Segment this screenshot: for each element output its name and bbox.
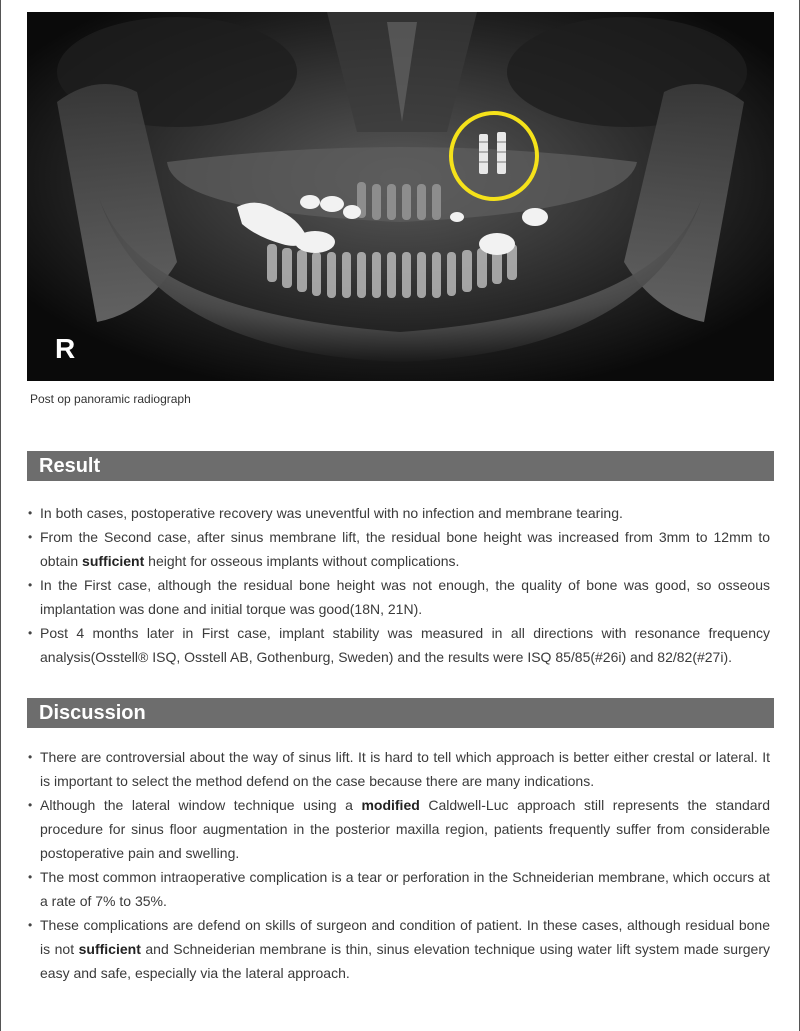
- panoramic-radiograph: [27, 12, 774, 381]
- discussion-heading: Discussion: [27, 698, 774, 728]
- side-marker: R: [55, 333, 76, 364]
- list-item: • There are controversial about the way of sinus lift. It is hard to tell which approach is better either crestal or lateral. It is important to select the method defend on the case because there are many indications.: [24, 745, 770, 793]
- list-item: • In both cases, postoperative recovery was uneventful with no infection and membrane tearing.: [24, 501, 770, 525]
- emphasis-text: sufficient: [78, 941, 141, 957]
- discussion-list: [24, 745, 770, 985]
- result-list: [24, 501, 770, 669]
- emphasis-text: sufficient: [82, 553, 145, 569]
- list-item: • These complications are defend on skills of surgeon and condition of patient. In these cases, although residual bone is not sufficient and Schneiderian membrane is thin, sinus elevation technique using water lift system made surgery easy and safe, especially via the lateral approach.: [24, 913, 770, 985]
- list-item: • Post 4 months later in First case, implant stability was measured in all directions with resonance frequency analysis(Osstell® ISQ, Osstell AB, Gothenburg, Sweden) and the results were ISQ 85/85(#26i) and 82/82(#27i).: [24, 621, 770, 669]
- list-item: • From the Second case, after sinus membrane lift, the residual bone height was increased from 3mm to 12mm to obtain sufficient height for osseous implants without complications.: [24, 525, 770, 573]
- list-item: • The most common intraoperative complication is a tear or perforation in the Schneiderian membrane, which occurs at a rate of 7% to 35%.: [24, 865, 770, 913]
- list-item: • Although the lateral window technique using a modified Caldwell-Luc approach still represents the standard procedure for sinus floor augmentation in the posterior maxilla region, patients frequently suffer from considerable postoperative pain and swelling.: [24, 793, 770, 865]
- page-border-left: [0, 0, 1, 1031]
- figure-caption: Post op panoramic radiograph: [30, 392, 191, 406]
- result-heading: Result: [27, 451, 774, 481]
- emphasis-text: modified: [361, 797, 420, 813]
- list-item: • In the First case, although the residual bone height was not enough, the quality of bone was good, so osseous implantation was done and initial torque was good(18N, 21N).: [24, 573, 770, 621]
